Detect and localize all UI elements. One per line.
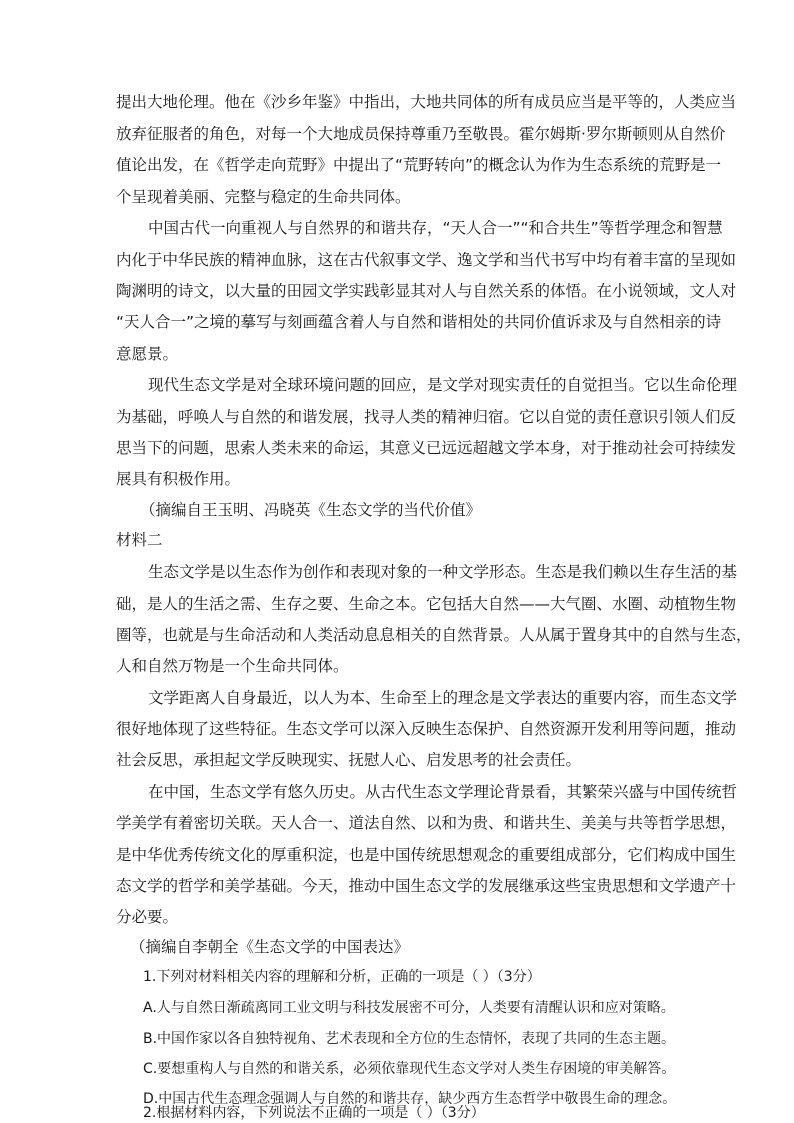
- source-citation: （摘编自李朝全《生态文学的中国表达》: [130, 938, 410, 956]
- text-line: 人和自然万物是一个生命共同体。: [116, 657, 349, 675]
- text-line: 中国古代一向重视人与自然界的和谐共存，“天人合一”“和合共生”等哲学理念和智慧: [148, 219, 723, 237]
- text-line: 础，是人的生活之需、生存之要、生命之本。它包括大自然——大气圈、水圈、动植物生物: [116, 595, 737, 613]
- question-stem: 2.根据材料内容，下列说法不正确的一项是（ ）（3分）: [143, 1105, 485, 1121]
- option-a: A.人与自然日渐疏离同工业文明与科技发展密不可分，人类要有清醒认识和应对策略。: [143, 1000, 675, 1016]
- text-line: 为基础，呼唤人与自然的和谐发展，找寻人类的精神归宿。它以自觉的责任意识引领人们反: [116, 408, 737, 426]
- text-line: 意愿景。: [116, 345, 179, 363]
- source-citation: （摘编自王玉明、冯晓英《生态文学的当代价值》: [140, 501, 482, 519]
- text-line: 在中国，生态文学有悠久历史。从古代生态文学理论背景看，其繁荣兴盛与中国传统哲: [148, 783, 738, 801]
- option-c: C.要想重构人与自然的和谐关系，必须依靠现代生态文学对人类生存困境的审美解答。: [143, 1061, 676, 1077]
- text-line: 文学距离人自身最近，以人为本、生命至上的理念是文学表达的重要内容，而生态文学: [148, 689, 738, 707]
- text-line: 是中华优秀传统文化的厚重积淀，也是中国传统思想观念的重要组成部分，它们构成中国生: [116, 846, 737, 864]
- text-line: 提出大地伦理。他在《沙乡年鉴》中指出，大地共同体的所有成员应当是平等的，人类应当: [116, 93, 737, 111]
- option-b: B.中国作家以各自独特视角、艺术表现和全方位的生态情怀，表现了共同的生态主题。: [143, 1031, 676, 1047]
- section-heading: 材料二: [116, 531, 163, 549]
- text-line: “天人合一”之境的摹写与刻画蕴含着人与自然和谐相处的共同价值诉求及与自然相亲的诗: [116, 313, 722, 331]
- question-stem: 1.下列对材料相关内容的理解和分析，正确的一项是（ ）（3分）: [143, 969, 541, 985]
- text-line: 现代生态文学是对全球环境问题的回应，是文学对现实责任的自觉担当。它以生命伦理: [148, 376, 738, 394]
- text-line: 陶渊明的诗文，以大量的田园文学实践彰显其对人与自然关系的体悟。在小说领域，文人对: [116, 282, 737, 300]
- text-line: 展具有积极作用。: [116, 470, 241, 488]
- text-line: 值论出发，在《哲学走向荒野》中提出了“荒野转向”的概念认为作为生态系统的荒野是一: [116, 156, 722, 174]
- text-line: 学美学有着密切关联。天人合一、道法自然、以和为贵、和谐共生、美美与共等哲学思想，: [116, 814, 737, 832]
- text-line: 很好地体现了这些特征。生态文学可以深入反映生态保护、自然资源开发利用等问题，推动: [116, 720, 737, 738]
- text-line: 社会反思，承担起文学反映现实、抚慰人心、启发思考的社会责任。: [116, 751, 582, 769]
- text-line: 生态文学是以生态作为创作和表现对象的一种文学形态。生态是我们赖以生存生活的基: [148, 563, 738, 581]
- option-d: D.中国古代生态理念强调人与自然的和谐共存，缺少西方生态哲学中敬畏生命的理念。: [143, 1091, 677, 1107]
- text-line: 圈等，也就是与生命活动和人类活动息息相关的自然背景。人从属于置身其中的自然与生态，: [116, 626, 752, 644]
- text-line: 个呈现着美丽、完整与稳定的生命共同体。: [116, 188, 411, 206]
- text-line: 思当下的问题，思索人类未来的命运，其意义已远远超越文学本身，对于推动社会可持续发: [116, 439, 737, 457]
- text-line: 分必要。: [116, 908, 179, 926]
- text-line: 内化于中华民族的精神血脉，这在古代叙事文学、逸文学和当代书写中均有着丰富的呈现如: [116, 251, 737, 269]
- text-line: 态文学的哲学和美学基础。今天，推动中国生态文学的发展继承这些宝贵思想和文学遗产十: [116, 877, 737, 895]
- text-line: 放弃征服者的角色，对每一个大地成员保持尊重乃至敬畏。霍尔姆斯·罗尔斯顿则从自然价: [116, 125, 726, 143]
